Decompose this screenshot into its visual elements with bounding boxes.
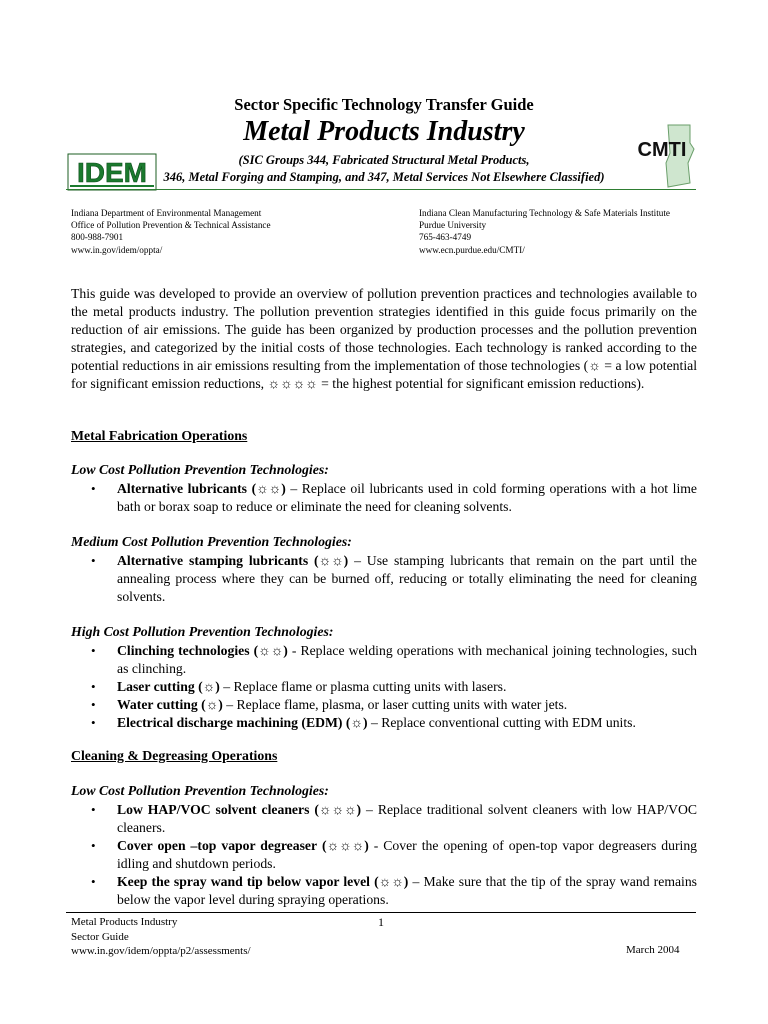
bullet-icon: • xyxy=(91,802,96,817)
idem-contact-office: Office of Pollution Prevention & Technical Assistance xyxy=(71,220,271,231)
bullet-icon: • xyxy=(91,874,96,889)
idem-contact-org: Indiana Department of Environmental Management xyxy=(71,208,262,218)
high-cost-list xyxy=(71,642,697,732)
cmti-logo-graphic xyxy=(628,123,696,189)
document-subtitle xyxy=(150,152,618,186)
footer-url[interactable]: www.in.gov/idem/oppta/p2/assessments/ xyxy=(71,945,251,957)
idem-contact-url[interactable]: www.in.gov/idem/oppta/ xyxy=(71,244,163,255)
bullet-icon: • xyxy=(91,679,96,694)
list-item xyxy=(71,642,697,678)
footer-industry: Metal Products Industry xyxy=(71,916,178,928)
rating-icons: (☼☼☼) xyxy=(314,802,362,817)
technology-description: - Cover the opening of open-top vapor degreasers during idling and shutdown periods. xyxy=(117,838,698,871)
group-heading-medium-cost: Medium Cost Pollution Prevention Technologies: xyxy=(71,534,352,549)
bullet-icon: • xyxy=(91,715,96,730)
idem-logo-graphic xyxy=(66,152,158,192)
rating-icons: (☼☼☼) xyxy=(322,838,369,853)
footer-divider xyxy=(66,912,696,913)
footer-info xyxy=(71,915,251,959)
footer-date: March 2004 xyxy=(626,944,680,956)
cmti-contact-url[interactable]: www.ecn.purdue.edu/CMTI/ xyxy=(419,244,525,255)
header-divider xyxy=(66,189,696,190)
technology-description: – Use stamping lubricants that remain on the part until the annealing process where they can be burned off, reducing or totally eliminating the need for cleaning solvents. xyxy=(117,553,697,604)
idem-contact-phone: 800-988-7901 xyxy=(71,232,124,243)
bullet-icon: • xyxy=(91,553,96,568)
group-heading-low-cost-cleaning: Low Cost Pollution Prevention Technologies: xyxy=(71,783,329,798)
list-item xyxy=(71,696,697,714)
technology-description: - Replace welding operations with mechanical joining technologies, such as clinching. xyxy=(117,643,698,676)
bullet-icon: • xyxy=(91,643,96,658)
subtitle-line-2: 346, Metal Forging and Stamping, and 347, Metal Services Not Elsewhere Classified) xyxy=(163,170,605,184)
list-item xyxy=(71,837,697,873)
cmti-logo-text: CMTI xyxy=(637,139,687,161)
section-heading-metal-fabrication: Metal Fabrication Operations xyxy=(71,428,248,443)
list-item xyxy=(71,873,697,909)
rating-icons: (☼) xyxy=(345,715,368,730)
rating-icons: (☼) xyxy=(201,697,223,712)
technology-name: Low HAP/VOC solvent cleaners xyxy=(117,802,310,817)
footer-guide-type: Sector Guide xyxy=(71,930,129,943)
list-item xyxy=(71,480,697,516)
rating-icons: (☼☼) xyxy=(253,643,288,658)
list-item xyxy=(71,801,697,837)
technology-description: – Replace traditional solvent cleaners with low HAP/VOC cleaners. xyxy=(117,802,698,835)
bullet-icon: • xyxy=(91,838,96,853)
technology-description: – Replace flame or plasma cutting units with lasers. xyxy=(219,679,507,694)
group-heading-high-cost: High Cost Pollution Prevention Technologies: xyxy=(71,624,334,639)
technology-name: Water cutting xyxy=(117,697,198,712)
technology-name: Alternative lubricants xyxy=(117,481,248,496)
rating-icons: (☼☼) xyxy=(251,481,286,496)
idem-contact-block xyxy=(71,207,371,256)
cmti-logo xyxy=(628,123,696,189)
list-item xyxy=(71,714,697,732)
technology-name: Keep the spray wand tip below vapor level xyxy=(117,874,370,889)
bullet-icon: • xyxy=(91,697,96,712)
page-number: 1 xyxy=(378,915,384,929)
medium-cost-list xyxy=(71,552,697,606)
technology-name: Cover open –top vapor degreaser xyxy=(117,838,318,853)
cmti-contact-block xyxy=(419,207,709,256)
list-item xyxy=(71,678,697,696)
cmti-contact-phone: 765-463-4749 xyxy=(419,232,472,243)
idem-logo-text: IDEM xyxy=(77,157,147,188)
bullet-icon: • xyxy=(91,481,96,496)
rating-icons: (☼☼) xyxy=(314,553,349,568)
cleaning-low-cost-list xyxy=(71,801,697,909)
technology-description: – Replace conventional cutting with EDM units. xyxy=(367,715,636,730)
idem-logo xyxy=(66,152,158,192)
cmti-contact-university: Purdue University xyxy=(419,220,487,231)
cmti-contact-org: Indiana Clean Manufacturing Technology & Safe Materials Institute xyxy=(419,208,671,218)
list-item xyxy=(71,552,697,606)
intro-paragraph: This guide was developed to provide an overview of pollution prevention practices and technologies available to the metal products industry. The pollution prevention strategies identified in this guide focus primarily on the reduction of air emissions. The guide has been organized by production processes and the pollution prevention strategies, and categorized by the initial costs of those technologies. Each technology is ranked according to the potential reductions in air emissions resulting from the implementation of those technologies (☼ = a low potential for significant emission reductions, ☼☼☼☼ = the highest potential for significant emission reductions). xyxy=(71,286,697,391)
rating-icons: (☼☼) xyxy=(374,874,409,889)
rating-icons: (☼) xyxy=(198,679,220,694)
technology-name: Laser cutting xyxy=(117,679,195,694)
technology-description: – Replace oil lubricants used in cold forming operations with a hot lime bath or borax soap to reduce or eliminate the need for cleaning solvents. xyxy=(117,481,697,514)
document-title: Metal Products Industry xyxy=(243,116,525,147)
technology-description: – Make sure that the tip of the spray wand remains below the vapor level during spraying operations. xyxy=(117,874,698,907)
technology-description: – Replace flame, plasma, or laser cutting units with water jets. xyxy=(222,697,568,712)
group-heading-low-cost: Low Cost Pollution Prevention Technologies: xyxy=(71,462,329,477)
technology-name: Electrical discharge machining (EDM) xyxy=(117,715,343,730)
technology-name: Clinching technologies xyxy=(117,643,250,658)
section-heading-cleaning-degreasing: Cleaning & Degreasing Operations xyxy=(71,748,278,763)
technology-name: Alternative stamping lubricants xyxy=(117,553,309,568)
subtitle-line-1: (SIC Groups 344, Fabricated Structural Metal Products, xyxy=(238,153,530,167)
guide-series-title: Sector Specific Technology Transfer Guide xyxy=(234,95,534,114)
low-cost-list xyxy=(71,480,697,516)
